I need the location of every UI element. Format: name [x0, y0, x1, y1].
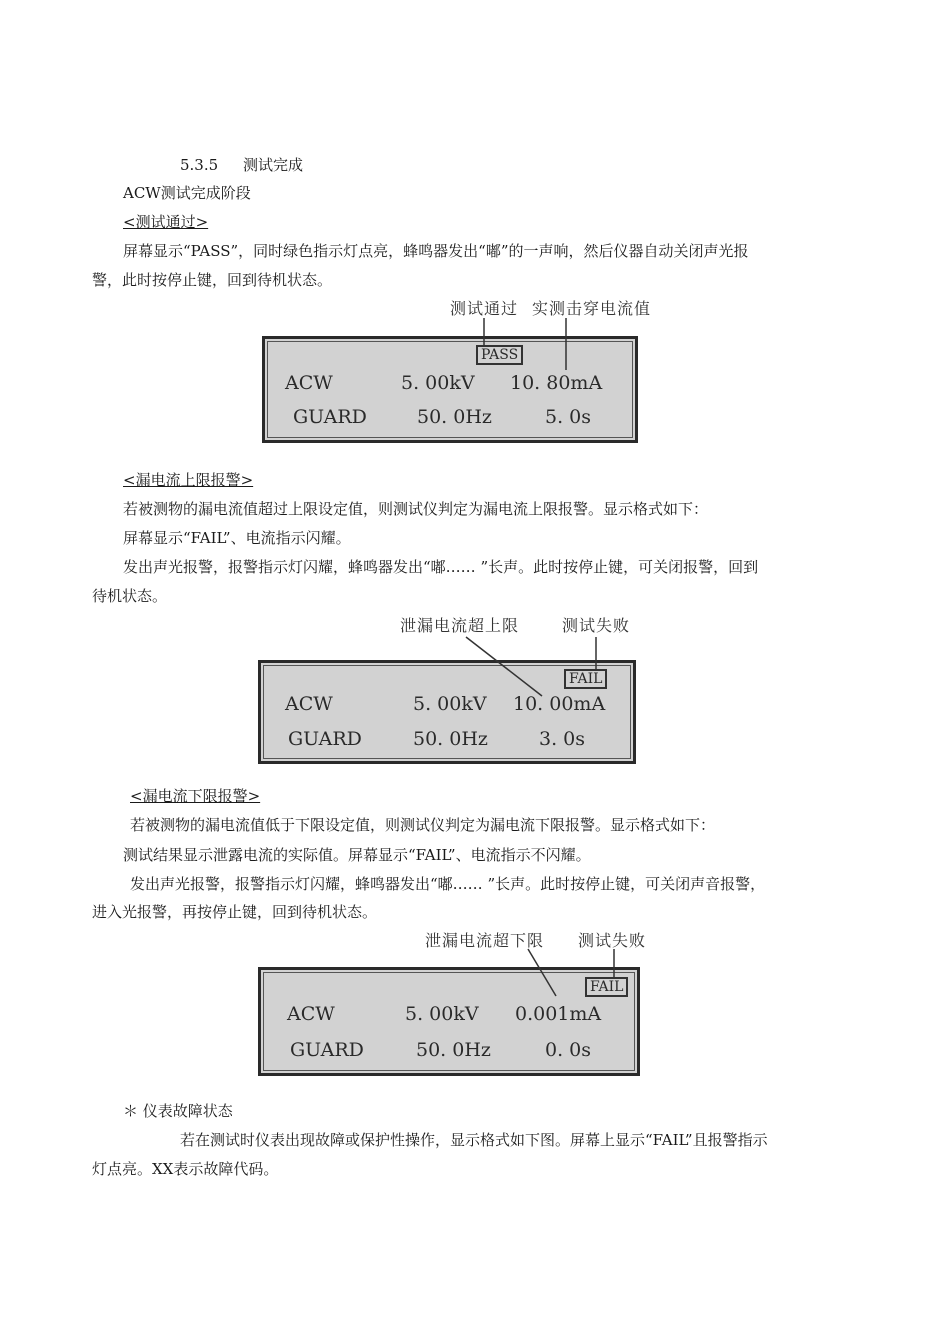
- lower-voltage: 5. 00kV: [405, 1003, 479, 1025]
- fault-heading: ＊ 仪表故障状态: [123, 1102, 233, 1120]
- lower-caption-value: 泄漏电流超下限: [425, 931, 545, 950]
- lower-paragraph-3-line1: 发出声光报警，报警指示灯闪耀，蜂鸣器发出“嘟…… ”长声。此时按停止键，可关闭声音报警，: [130, 875, 766, 893]
- upper-current: 10. 00mA: [513, 693, 606, 715]
- lower-current: 0.001mA: [515, 1003, 602, 1025]
- upper-caption-value: 泄漏电流超上限: [400, 616, 520, 635]
- pass-time: 5. 0s: [545, 406, 592, 428]
- upper-value-leader: [466, 637, 542, 696]
- upper-tag: FAIL: [564, 669, 607, 689]
- pass-paragraph-line2: 警，此时按停止键，回到待机状态。: [92, 271, 333, 289]
- section-title: 测试完成: [243, 156, 304, 174]
- lower-mode: ACW: [287, 1003, 335, 1025]
- lower-time: 0. 0s: [545, 1039, 592, 1061]
- pass-mode: ACW: [285, 372, 333, 394]
- section-number: 5.3.5: [180, 156, 219, 174]
- pass-caption-value: 实测击穿电流值: [532, 299, 652, 318]
- upper-caption-status: 测试失败: [562, 616, 631, 635]
- lower-heading: <漏电流下限报警>: [130, 787, 261, 805]
- lower-value-leader: [528, 949, 556, 996]
- pass-paragraph-line1: 屏幕显示“PASS”，同时绿色指示灯点亮，蜂鸣器发出“嘟”的一声响，然后仪器自动关闭声光报: [123, 242, 749, 260]
- upper-guard: GUARD: [288, 728, 362, 750]
- pass-heading: <测试通过>: [123, 213, 209, 231]
- upper-mode: ACW: [285, 693, 333, 715]
- lower-caption-status: 测试失败: [578, 931, 647, 950]
- pass-guard: GUARD: [293, 406, 367, 428]
- stage-title: ACW测试完成阶段: [123, 184, 251, 202]
- lower-guard: GUARD: [290, 1039, 364, 1061]
- lower-tag: FAIL: [585, 977, 628, 997]
- upper-heading: <漏电流上限报警>: [123, 471, 254, 489]
- pass-frequency: 50. 0Hz: [417, 406, 492, 428]
- lower-paragraph-2: 测试结果显示泄露电流的实际值。屏幕显示“FAIL”、电流指示不闪耀。: [123, 846, 591, 864]
- lower-paragraph-3-line2: 进入光报警，再按停止键，回到待机状态。: [92, 903, 378, 921]
- lower-paragraph-1: 若被测物的漏电流值低于下限设定值，则测试仪判定为漏电流下限报警。显示格式如下：: [130, 816, 716, 834]
- upper-paragraph-2: 屏幕显示“FAIL”、电流指示闪耀。: [123, 529, 351, 547]
- fault-paragraph-line1: 若在测试时仪表出现故障或保护性操作，显示格式如下图。屏幕上显示“FAIL”且报警指示: [180, 1131, 768, 1149]
- upper-voltage: 5. 00kV: [413, 693, 487, 715]
- upper-time: 3. 0s: [539, 728, 586, 750]
- pass-tag: PASS: [476, 345, 523, 365]
- fault-paragraph-line2: 灯点亮。XX表示故障代码。: [92, 1160, 279, 1178]
- upper-frequency: 50. 0Hz: [413, 728, 488, 750]
- upper-paragraph-3-line1: 发出声光报警，报警指示灯闪耀，蜂鸣器发出“嘟…… ”长声。此时按停止键，可关闭报警，回到: [123, 558, 759, 576]
- upper-paragraph-1: 若被测物的漏电流值超过上限设定值，则测试仪判定为漏电流上限报警。显示格式如下：: [123, 500, 709, 518]
- pass-voltage: 5. 00kV: [401, 372, 475, 394]
- pass-caption-status: 测试通过: [450, 299, 519, 318]
- pass-current: 10. 80mA: [510, 372, 603, 394]
- lower-frequency: 50. 0Hz: [416, 1039, 491, 1061]
- upper-paragraph-3-line2: 待机状态。: [92, 587, 168, 605]
